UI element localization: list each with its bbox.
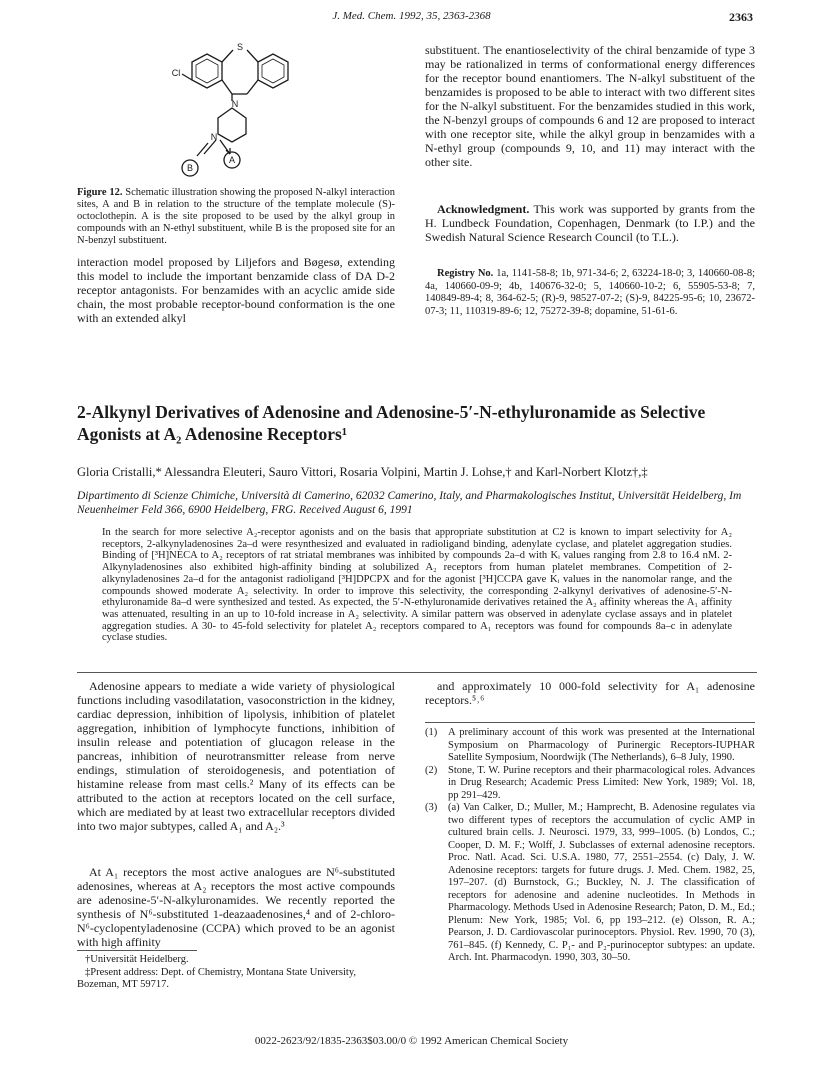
left-column-continuation: interaction model proposed by Liljefors and Bøgesø, extending this model to include the important benzamide class of DA D-2 receptor antagonists. For benzamides with an acyclic amide side chain, the most probable receptor-bound conformation is the one with an extended alkyl	[77, 255, 395, 325]
site-a-label: A	[228, 155, 236, 165]
reference-3	[425, 802, 755, 965]
footnote-2: ‡Present address: Dept. of Chemistry, Montana State University, Bozeman, MT 59717.	[77, 966, 357, 990]
reference-3-number: (3)	[425, 802, 438, 813]
n2-label: N	[210, 132, 218, 142]
page-footer: 0022-2623/92/1835-2363$03.00/0 © 1992 American Chemical Society	[254, 1035, 569, 1047]
footnote-1: †Universität Heidelberg.	[85, 954, 189, 965]
registry-heading: Registry No.	[437, 268, 494, 279]
chlorine-label: Cl	[171, 68, 181, 78]
acknowledgment	[425, 202, 755, 244]
article-affiliation: Dipartimento di Scienze Chimiche, Università di Camerino, 62032 Camerino, Italy, and Pharmakologisches Institut, Universität Heidelberg, Im Neuenheimer Feld 366, 6900 Heidelberg, FRG. Received August 6, 1991	[77, 490, 742, 516]
n1-label: N	[231, 99, 239, 109]
body-paragraph-1: Adenosine appears to mediate a wide variety of physiological functions including vasodilatation, vasoconstriction in the kidney, cardiac depression, inhibition of lipolysis, inhibition of platelet aggregation, inhibition of lymphocyte functions, inhibition of insulin release and potentiation of glucagon release in the pancreas, inhibition of neurotransmitter release from nerve endings, stimulation of steroidogenesis, and potentiation of histamine release from mast cells.² Many of its effects can be attributed to the action at receptors located on the cell surface, which are mediated by at least two extracellular receptors divided into two major subtypes, called A₁ and A₂.³	[77, 679, 395, 833]
octoclothepin-diagram	[150, 40, 330, 182]
body-right-column: and approximately 10 000-fold selectivity for A₁ adenosine receptors.⁵˒⁶	[425, 679, 755, 707]
footnote-divider	[77, 950, 197, 951]
article-title: 2-Alkynyl Derivatives of Adenosine and Adenosine-5′-N-ethyluronamide as Selective Agonists at A₂ Adenosine Receptors¹	[77, 402, 706, 444]
reference-2-text: Stone, T. W. Purine receptors and their pharmacological roles. Advances in Drug Research; Academic Press Limited: New York, 1989; Vol. 18, pp 291–429.	[448, 764, 755, 801]
registry-numbers	[425, 268, 755, 318]
references-list	[425, 727, 755, 965]
acknowledgment-heading: Acknowledgment.	[437, 202, 530, 216]
reference-2-number: (2)	[425, 764, 438, 776]
right-column-continuation: substituent. The enantioselectivity of the chiral benzamide of type 3 may be rationalized in terms of conformational energy differences for the receptor bound enantiomers. The N-alkyl substituent of the benzamides is proposed to be able to interact with two different sites for the N-alkyl substituent. For the benzamides studied in this work, the N-benzyl groups of compounds 6 and 12 are proposed to interact with one receptor site, while the alkyl group in benzamides with a N-ethyl group (compounds 9, 10, and 11) may interact with the other site.	[425, 43, 755, 169]
figure-caption-text: Schematic illustration showing the proposed N-alkyl interaction sites, A and B in relation to the structure of the template molecule (S)-octoclothepin. A is the site proposed to be used by the alkyl group in compounds with an N-ethyl substituent, while B is the proposed site for an N-benzyl substituent.	[77, 187, 395, 246]
references-divider	[425, 722, 755, 723]
article-abstract: In the search for more selective A₂-receptor agonists and on the basis that appropriate substitution at C2 is known to impart selectivity for A₂ receptors, 2-alkynyladenosines 2a–d were resynthesized and evaluated in radioligand binding, adenylate cyclase, and platelet aggregation studies. Binding of [³H]NECA to A₂ receptors of rat striatal membranes was inhibited by compounds 2a–d with Kᵢ values ranging from 2.8 to 16.4 nM. 2-Alkynyladenosines also exhibited high-affinity binding at solubilized A₂ receptors from human platelet membranes. Competition of 2-alkynyladenosines 2a–d for the antagonist radioligand [³H]DPCPX and for the agonist [³H]CCPA gave Kᵢ values in the nanomolar range, and the compounds showed moderate A₂ selectivity. In order to improve this selectivity, the corresponding 2-alkynyl derivatives of adenosine-5′-N-ethyluronamide 8a–d were synthesized and tested. As expected, the 5′-N-ethyluronamide derivatives retained the A₂ affinity whereas the A₁ affinity was attenuated, resulting in an up to 10-fold increase in A₂ selectivity. A similar pattern was observed in adenylate cyclase assays and in platelet aggregation studies. A 30- to 45-fold selectivity for platelet A₂ receptors compared to A₁ receptors was found for compounds 8a–c in adenylate cyclase studies.	[102, 527, 732, 644]
reference-1-text: A preliminary account of this work was presented at the International Symposium on Pharmacology of Purinergic Receptors-IUPHAR Satellite Symposium, Noordwijk (The Netherlands), 6–8 July, 1990.	[448, 727, 755, 763]
article-authors: Gloria Cristalli,* Alessandra Eleuteri, Sauro Vittori, Rosaria Volpini, Martin J. Lohse,† and Karl-Norbert Klotz†,‡	[77, 465, 648, 479]
reference-3-text: (a) Van Calker, D.; Muller, M.; Hamprecht, B. Adenosine regulates via two different types of receptors the accumulation of cyclic AMP in cultured brain cells. J. Neurosci. 1979, 33, 999–1005. (b) Londos, C.; Cooper, D. M. F.; Wolff, J. Subclasses of external adenosine receptors. Proc. Natl. Acad. Sci. U.S.A. 1980, 77, 2551–2554. (c) Daly, J. W. Adenosine receptors: targets for future drugs. J. Med. Chem. 1982, 25, 197–207. (d) Burnstock, G.; Buckley, N. J. The classification of receptors for adenosine and adenine nucleotides. In Methods in Pharmacology. Methods Used in Adenosine Research; Paton, D. M., Ed.; Plenum: New York, 1985; Vol. 6, pp 193–212. (e) Olsson, R. A.; Pearson, J. D. Cardiovascolar purinoceptors. Physiol. Rev. 1990, 70 (3), 761–845. (f) Kennedy, C. P₁- and P₂-purinoceptor subtypes: an update. Arch. Int. Pharmacodyn. 1990, 303, 30–50.	[448, 802, 755, 963]
acknowledgment-text: This work was supported by grants from the H. Lundbeck Foundation, Copenhagen, Denmark (to I.P.) and the Swedish Natural Science Research Council (to T.L.).	[425, 202, 755, 244]
piperazine-ring	[218, 108, 246, 142]
site-b-label: B	[186, 163, 194, 173]
page-number: 2363	[729, 10, 753, 24]
reference-1	[425, 727, 755, 765]
sulfur-label: S	[236, 42, 244, 52]
reference-1-number: (1)	[425, 727, 438, 738]
body-paragraph-2: At A₁ receptors the most active analogues are N⁶-substituted adenosines, whereas at A₂ receptors the most active compounds are adenosine-5′-N-alkyluronamides. We recently reported the synthesis of N⁶-substituted 1-deazaadenosines,⁴ and of 2-chloro-N⁶-cyclopentyladenosine (CCPA) which proved to be an agonist with high affinity	[77, 865, 395, 949]
abstract-divider	[77, 672, 757, 673]
figure-caption	[77, 187, 395, 247]
figure-caption-label: Figure 12.	[77, 187, 123, 198]
registry-text: 1a, 1141-58-8; 1b, 971-34-6; 2, 63224-18-0; 3, 140660-08-8; 4a, 140660-09-9; 4b, 140676-32-0; 5, 140660-10-2; 6, 55905-53-8; 7, 140849-89-4; 8, 364-62-5; (R)-9, 98527-07-2; (S)-9, 84225-95-6; 10, 23672-07-3; 11, 110319-89-6; 12, 75272-39-8; dopamine, 51-61-6.	[425, 268, 756, 317]
running-header-journal: J. Med. Chem. 1992, 35, 2363-2368	[332, 10, 491, 22]
footnotes	[77, 954, 395, 992]
reference-2	[425, 765, 755, 803]
figure-12-structure	[150, 40, 330, 182]
